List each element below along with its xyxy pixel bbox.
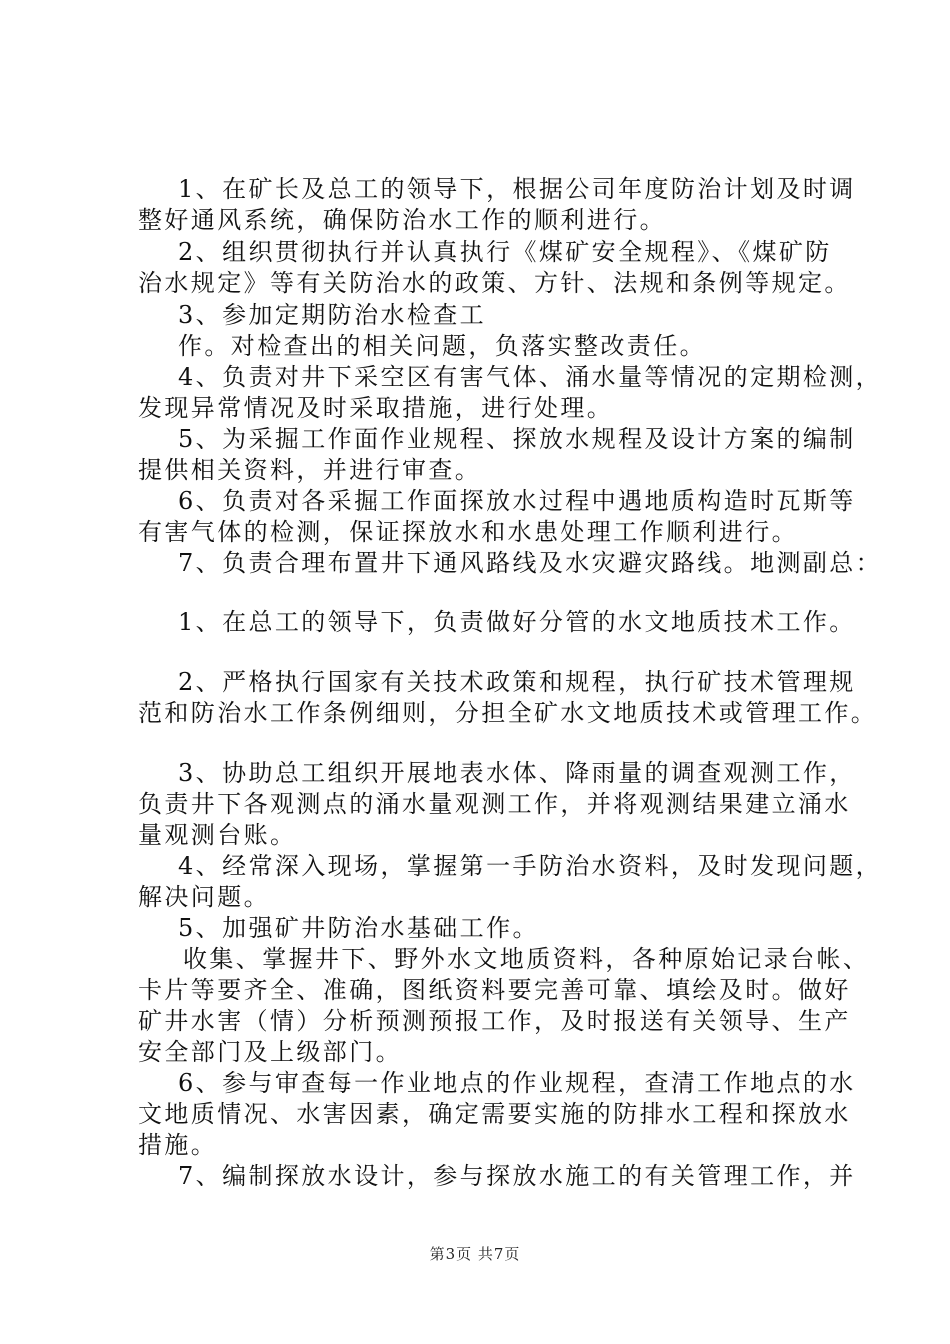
paragraph-line: 6、参与审查每一作业地点的作业规程，查清工作地点的水: [178, 1069, 856, 1097]
paragraph-line: 6、负责对各采掘工作面探放水过程中遇地质构造时瓦斯等: [178, 487, 856, 515]
paragraph-line: 解决问题。: [138, 883, 270, 911]
paragraph-line: 文地质情况、水害因素，确定需要实施的防排水工程和探放水: [138, 1100, 851, 1128]
paragraph-line: 措施。: [138, 1131, 218, 1159]
paragraph-line: 5、为采掘工作面作业规程、探放水规程及设计方案的编制: [178, 425, 856, 453]
paragraph-line: 4、经常深入现场，掌握第一手防治水资料，及时发现问题，: [178, 852, 883, 880]
paragraph-line: 量观测台账。: [138, 821, 297, 849]
paragraph-line: 1、在总工的领导下，负责做好分管的水文地质技术工作。: [178, 608, 856, 636]
paragraph-line: 3、协助总工组织开展地表水体、降雨量的调查观测工作，: [178, 759, 856, 787]
paragraph-line: 7、负责合理布置井下通风路线及水灾避灾路线。地测副总：: [178, 549, 883, 577]
paragraph-line: 卡片等要齐全、准确，图纸资料要完善可靠、填绘及时。做好: [138, 976, 851, 1004]
paragraph-line: 4、负责对井下采空区有害气体、涌水量等情况的定期检测，: [178, 363, 883, 391]
paragraph-line: 5、加强矿井防治水基础工作。: [178, 914, 539, 942]
paragraph-line: 3、参加定期防治水检查工: [178, 301, 487, 329]
paragraph-line: 治水规定》等有关防治水的政策、方针、法规和条例等规定。: [138, 269, 851, 297]
paragraph-line: 有害气体的检测，保证探放水和水患处理工作顺利进行。: [138, 518, 798, 546]
paragraph-line: 整好通风系统，确保防治水工作的顺利进行。: [138, 206, 666, 234]
paragraph-line: 负责井下各观测点的涌水量观测工作，并将观测结果建立涌水: [138, 790, 851, 818]
paragraph-line: 范和防治水工作条例细则，分担全矿水文地质技术或管理工作。: [138, 699, 878, 727]
paragraph-line: 提供相关资料，并进行审查。: [138, 456, 482, 484]
paragraph-line: 1、在矿长及总工的领导下，根据公司年度防治计划及时调: [178, 175, 856, 203]
paragraph-line: 作。对检查出的相关问题，负落实整改责任。: [178, 332, 706, 360]
paragraph-line: 发现异常情况及时采取措施，进行处理。: [138, 394, 614, 422]
paragraph-line: 2、组织贯彻执行并认真执行《煤矿安全规程》、《煤矿防: [178, 238, 832, 266]
paragraph-line: 7、编制探放水设计，参与探放水施工的有关管理工作，并: [178, 1162, 856, 1190]
page-footer: 第3页 共7页: [429, 1245, 521, 1263]
paragraph-line: 2、严格执行国家有关技术政策和规程，执行矿技术管理规: [178, 668, 856, 696]
paragraph-line: 矿井水害（情）分析预测预报工作，及时报送有关领导、生产: [138, 1007, 851, 1035]
paragraph-line: 收集、掌握井下、野外水文地质资料，各种原始记录台帐、: [183, 945, 870, 973]
paragraph-line: 安全部门及上级部门。: [138, 1038, 402, 1066]
